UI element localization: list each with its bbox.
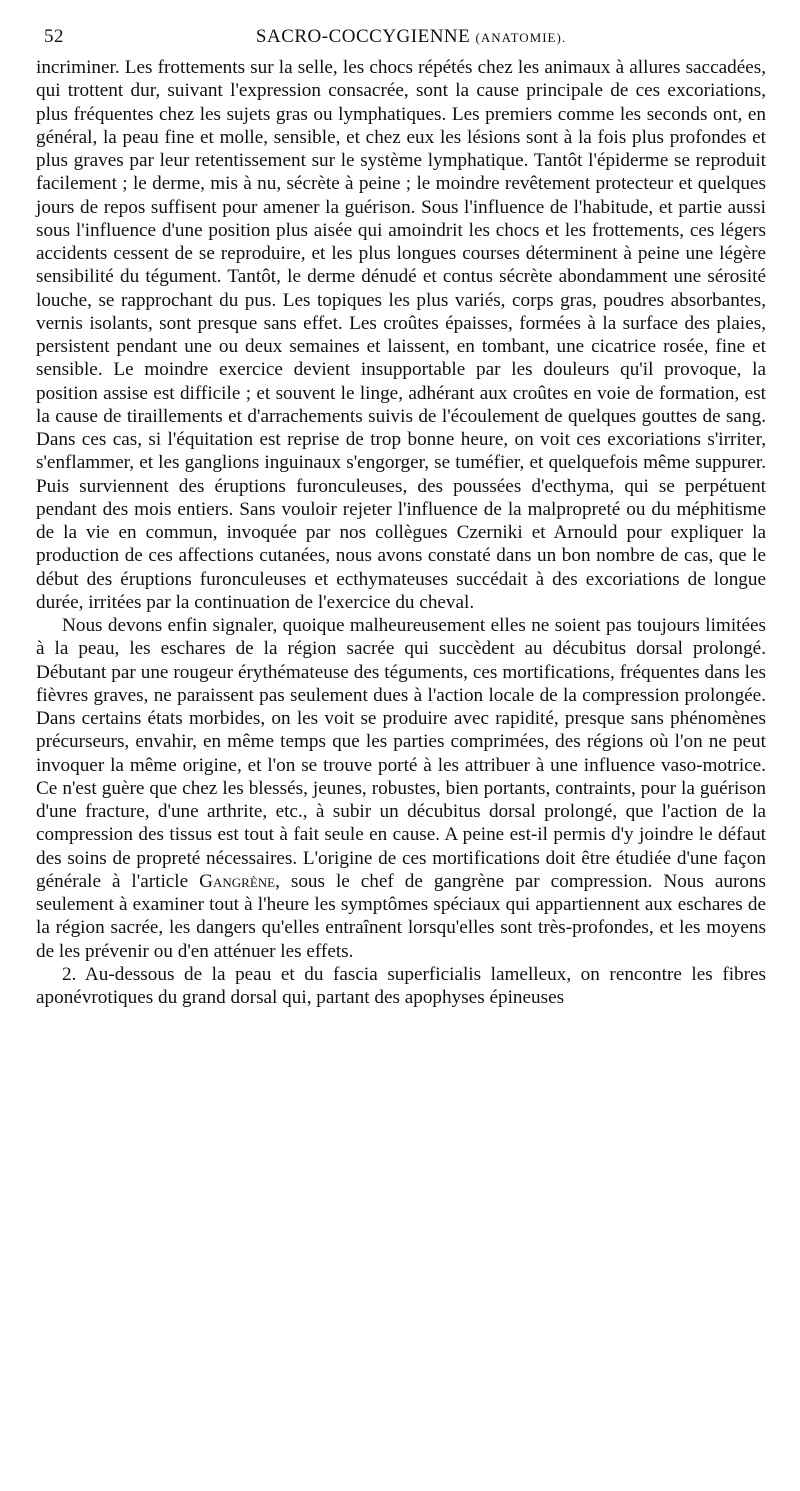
running-title-text: SACRO-COCCYGIENNE bbox=[255, 26, 471, 47]
paragraph-section-2: 2. Au-dessous de la peau et du fascia superficialis lamelleux, on rencontre les fibres aponévrotiques du grand dorsal qui, partant des apophyses épineuses bbox=[36, 963, 766, 1008]
running-title bbox=[36, 26, 766, 48]
paragraph-eschares-text-after: , sous le chef de gangrène par compression. Nous aurons seulement à examiner tout à l'heure les symptômes spéciaux qui appartiennent aux eschares de la région sacrée, les dangers qu'elles entraînent lorsqu'elles sont très-profondes, et les moyens de les prévenir ou d'en atténuer les effets. bbox=[36, 870, 766, 962]
document-page bbox=[36, 26, 766, 1009]
paragraph-continuation: incriminer. Les frottements sur la selle, les chocs répétés chez les animaux à allures saccadées, qui trottent dur, suivant l'expression consacrée, sont la cause principale de ces excoriations, plus fréquentes chez les sujets gras ou lymphatiques. Les premiers comme les seconds ont, en général, la peau fine et molle, sensible, et chez eux les lésions sont à la fois plus profondes et plus graves par leur retentissement sur le système lymphatique. Tantôt l'épiderme se reproduit facilement ; le derme, mis à nu, sécrète à peine ; le moindre revêtement protecteur et quelques jours de repos suffisent pour amener la guérison. Sous l'influence de l'habitude, et partie aussi sous l'influence d'une position plus aisée qui amoindrit les chocs et les frottements, ces légers accidents cessent de se reproduire, et les plus longues courses déterminent à peine une légère sensibilité du tégument. Tantôt, le derme dénudé et contus sécrète abondamment une sérosité louche, se rapprochant du pus. Les topiques les plus variés, corps gras, poudres absorbantes, vernis isolants, sont presque sans effet. Les croûtes épaisses, formées à la surface des plaies, persistent pendant une ou deux semaines et laissent, en tombant, une cicatrice rosée, fine et sensible. Le moindre exercice devient insupportable par les douleurs qu'il provoque, la position assise est difficile ; et souvent le linge, adhérant aux croûtes en voie de formation, est la cause de tiraillements et d'arrachements suivis de l'écoulement de quelques gouttes de sang. Dans ces cas, si l'équitation est reprise de trop bonne heure, on voit ces excoriations s'irriter, s'enflammer, et les ganglions inguinaux s'engorger, se tuméfier, et quelquefois même suppurer. Puis surviennent des éruptions furonculeuses, des poussées d'ecthyma, qui se perpétuent pendant des mois entiers. Sans vouloir rejeter l'influence de la malpropreté ou du méphitisme de la vie en commun, invoquée par nos collègues Czerniki et Arnould pour expliquer la production de ces affections cutanées, nous avons constaté dans un bon nombre de cas, que le début des éruptions furonculeuses et ecthymateuses succédait à des excoriations de longue durée, irritées par la continuation de l'exercice du cheval. bbox=[36, 57, 766, 613]
running-head bbox=[36, 26, 766, 56]
paragraph-eschares bbox=[36, 614, 766, 963]
running-title-qualifier: (ANATOMIE). bbox=[475, 30, 567, 45]
page-number: 52 bbox=[44, 26, 64, 47]
cross-reference-gangrene: Gangrène bbox=[199, 870, 276, 892]
paragraph-eschares-text-before: Nous devons enfin signaler, quoique malheureusement elles ne soient pas toujours limitées à la peau, les eschares de la région sacrée qui succèdent au décubitus dorsal prolongé. Débutant par une rougeur érythémateuse des téguments, ces mortifications, fréquentes dans les fièvres graves, ne paraissent pas seulement dues à l'action locale de la compression prolongée. Dans certains états morbides, on les voit se produire avec rapidité, presque sans phénomènes précurseurs, envahir, en même temps que les parties comprimées, des régions où l'on ne peut invoquer la même origine, et l'on se trouve porté à les attribuer à une influence vaso-motrice. Ce n'est guère que chez les blessés, jeunes, robustes, bien portants, contraints, pour la guérison d'une fracture, d'une arthrite, etc., à subir un décubitus dorsal prolongé, que l'action de la compression des tissus est tout à fait seule en cause. A peine est-il permis d'y joindre le défaut des soins de propreté nécessaires. L'origine de ces mortifications doit être étudiée d'une façon générale à l'article bbox=[36, 615, 766, 892]
body-text bbox=[36, 56, 766, 1009]
